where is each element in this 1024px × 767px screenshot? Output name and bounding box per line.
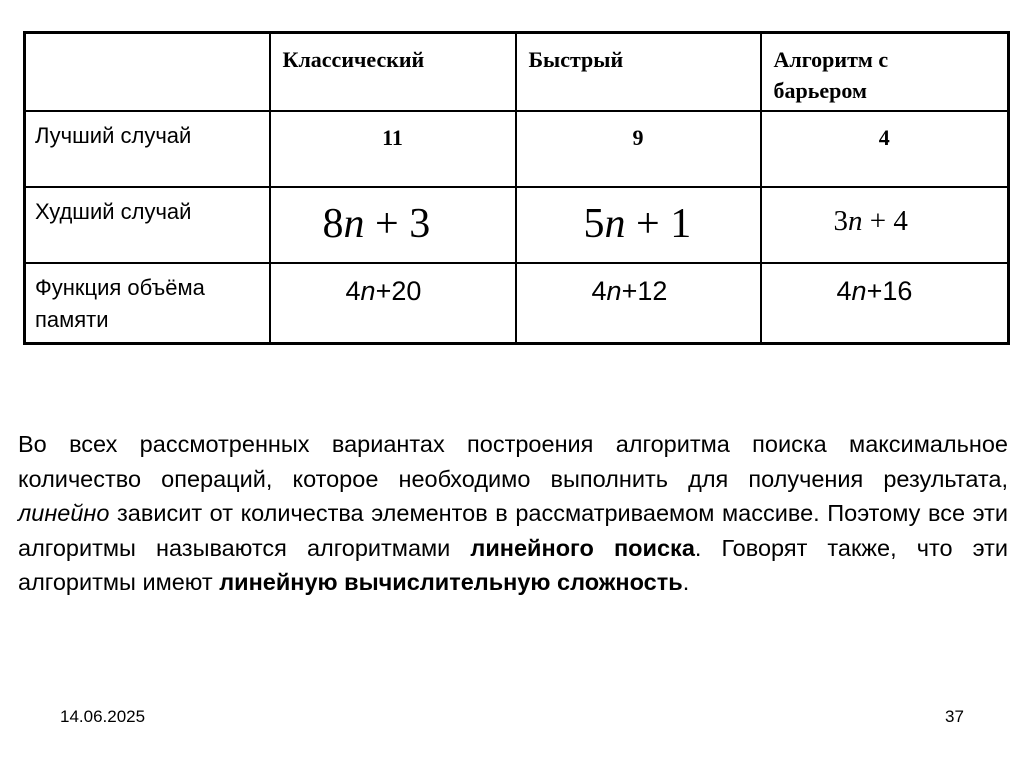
worst-case-fast-cell <box>516 187 761 263</box>
table-row-memory <box>25 263 1009 344</box>
formula-const: 4 <box>893 204 908 237</box>
header-cell-fast <box>516 33 761 111</box>
row-label-memory: Функция объёма памяти <box>35 274 205 332</box>
row-label-best-case: Лучший случай <box>35 122 192 148</box>
body-paragraph <box>18 427 1008 600</box>
worst-case-fast-formula <box>584 200 692 248</box>
footer-date: 14.06.2025 <box>60 707 146 726</box>
worst-case-classic-cell <box>270 187 516 263</box>
best-case-fast: 9 <box>632 124 644 150</box>
formula-coef: 3 <box>833 204 848 237</box>
table-header-row <box>25 33 1009 111</box>
formula-coef: 5 <box>583 200 605 247</box>
comparison-table <box>23 31 1010 345</box>
best-case-barrier-cell <box>761 111 1009 187</box>
best-case-fast-cell <box>516 111 761 187</box>
formula-rest: +20 <box>375 275 422 306</box>
formula-coef: 8 <box>322 200 344 247</box>
para-bold-linear-complexity: линейную вычислительную сложность <box>219 569 683 595</box>
formula-var: n <box>343 200 365 247</box>
worst-case-classic-formula <box>323 200 431 248</box>
formula-coef: 4 <box>591 275 607 306</box>
formula-var: n <box>606 275 622 306</box>
header-classic: Классический <box>282 47 425 72</box>
table-row-best-case <box>25 111 1009 187</box>
best-case-classic-cell <box>270 111 516 187</box>
header-fast: Быстрый <box>528 47 624 72</box>
worst-case-barrier-formula <box>834 205 908 238</box>
header-empty-cell <box>25 33 270 111</box>
para-text-5: . Говорят также, что эти алгоритмы имеют <box>18 534 1008 595</box>
row-label-worst-case: Худший случай <box>35 198 192 224</box>
best-case-barrier: 4 <box>878 124 890 150</box>
row-label-cell <box>25 111 270 187</box>
best-case-classic: 11 <box>382 124 403 150</box>
table-row-worst-case <box>25 187 1009 263</box>
formula-coef: 4 <box>836 275 852 306</box>
header-cell-classic <box>270 33 516 111</box>
formula-op: + <box>364 200 410 247</box>
formula-coef: 4 <box>345 275 361 306</box>
formula-const: 1 <box>670 200 692 247</box>
formula-var: n <box>851 275 867 306</box>
para-bold-linear-search: линейного поиска <box>470 534 695 561</box>
row-label-cell <box>25 263 270 344</box>
formula-op: + <box>862 204 894 237</box>
header-cell-barrier <box>761 33 1009 111</box>
para-emphasis-linear: линейно <box>18 500 110 526</box>
memory-barrier-cell <box>761 263 1009 344</box>
memory-barrier-formula <box>837 276 913 307</box>
memory-classic-formula <box>346 276 422 307</box>
worst-case-barrier-cell <box>761 187 1009 263</box>
memory-fast-formula <box>592 276 668 307</box>
para-text-1: Во всех рассмотренных вариантах построения алгоритма поиска максимальное количество операций, которое необходимо выполнить для получения результата, <box>18 431 1008 492</box>
formula-rest: +16 <box>866 275 913 306</box>
memory-classic-cell <box>270 263 516 344</box>
formula-var: n <box>604 200 626 247</box>
formula-const: 3 <box>409 200 431 247</box>
formula-var: n <box>360 275 376 306</box>
para-text-7: . <box>682 569 690 595</box>
formula-rest: +12 <box>621 275 668 306</box>
memory-fast-cell <box>516 263 761 344</box>
para-text-3: зависит от количества элементов в рассматриваемом массиве. Поэтому все эти алгоритмы называются алгоритмами <box>18 500 1008 561</box>
page-number: 37 <box>945 707 964 726</box>
header-barrier: Алгоритм с барьером <box>773 47 889 103</box>
formula-var: n <box>848 204 863 237</box>
row-label-cell <box>25 187 270 263</box>
formula-op: + <box>625 200 671 247</box>
